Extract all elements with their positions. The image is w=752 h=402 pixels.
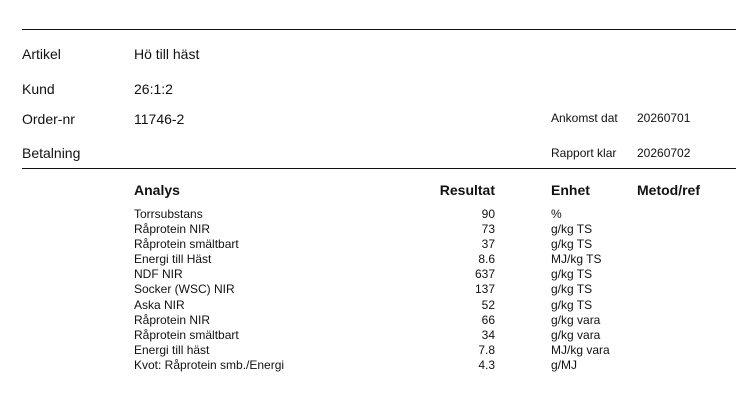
- betalning-label: Betalning: [22, 145, 81, 161]
- enhet-value: MJ/kg TS: [551, 252, 602, 267]
- enhet-value: g/MJ: [551, 357, 578, 372]
- analys-name: Råprotein NIR: [134, 222, 211, 237]
- ankomst-label: Ankomst dat: [551, 111, 618, 125]
- resultat-value: 4.3: [478, 357, 495, 372]
- kund-label: Kund: [22, 81, 55, 97]
- resultat-value: 8.6: [478, 252, 495, 267]
- table-row: [0, 222, 752, 237]
- col-analys-header: Analys: [134, 182, 180, 198]
- table-row: [0, 207, 752, 222]
- resultat-value: 90: [481, 207, 495, 221]
- order-value: 11746-2: [134, 111, 185, 127]
- analys-name: Råprotein smältbart: [134, 237, 239, 252]
- analys-name: Energi till häst: [134, 342, 210, 357]
- table-row: [0, 252, 752, 267]
- enhet-value: g/kg vara: [551, 312, 601, 327]
- resultat-value: 637: [474, 267, 495, 282]
- analys-name: NDF NIR: [134, 267, 183, 282]
- enhet-value: g/kg TS: [551, 267, 593, 282]
- analys-name: Aska NIR: [134, 297, 185, 312]
- table-row: [0, 282, 752, 297]
- table-row: [0, 313, 752, 328]
- kund-value: 26:1:2: [134, 81, 173, 97]
- enhet-value: g/kg TS: [551, 297, 593, 312]
- artikel-label: Artikel: [22, 46, 61, 62]
- analys-name: Socker (WSC) NIR: [134, 282, 235, 297]
- analys-name: Torrsubstans: [134, 207, 203, 221]
- rapport-value: 20260702: [637, 146, 691, 160]
- col-resultat-header: Resultat: [439, 182, 495, 198]
- enhet-value: g/kg TS: [551, 237, 593, 252]
- resultat-value: 66: [481, 312, 495, 327]
- analys-name: Råprotein NIR: [134, 312, 211, 327]
- analys-name: Råprotein smältbart: [134, 327, 239, 342]
- enhet-value: g/kg vara: [551, 327, 601, 342]
- ankomst-value: 20260701: [637, 111, 691, 125]
- enhet-value: MJ/kg vara: [551, 342, 610, 357]
- results-table: [0, 207, 752, 373]
- col-enhet-header: Enhet: [551, 182, 590, 198]
- table-row: [0, 267, 752, 282]
- analys-name: Energi till Häst: [134, 252, 212, 267]
- artikel-value: Hö till häst: [134, 46, 200, 62]
- table-row: [0, 237, 752, 252]
- resultat-value: 73: [481, 222, 495, 237]
- resultat-value: 52: [481, 297, 495, 312]
- table-row: [0, 328, 752, 343]
- analys-name: Kvot: Råprotein smb./Energi: [134, 357, 285, 372]
- table-row: [0, 343, 752, 358]
- enhet-value: g/kg TS: [551, 282, 593, 297]
- resultat-value: 37: [481, 237, 495, 252]
- enhet-value: g/kg TS: [551, 222, 593, 237]
- order-label: Order-nr: [22, 111, 75, 127]
- col-metod-header: Metod/ref: [637, 182, 700, 198]
- resultat-value: 7.8: [478, 342, 495, 357]
- table-row: [0, 358, 752, 373]
- rapport-label: Rapport klar: [551, 146, 617, 160]
- top-rule: [22, 29, 736, 30]
- table-row: [0, 298, 752, 313]
- enhet-value: %: [551, 207, 562, 221]
- section-rule: [22, 168, 736, 169]
- resultat-value: 137: [474, 282, 495, 297]
- resultat-value: 34: [481, 327, 495, 342]
